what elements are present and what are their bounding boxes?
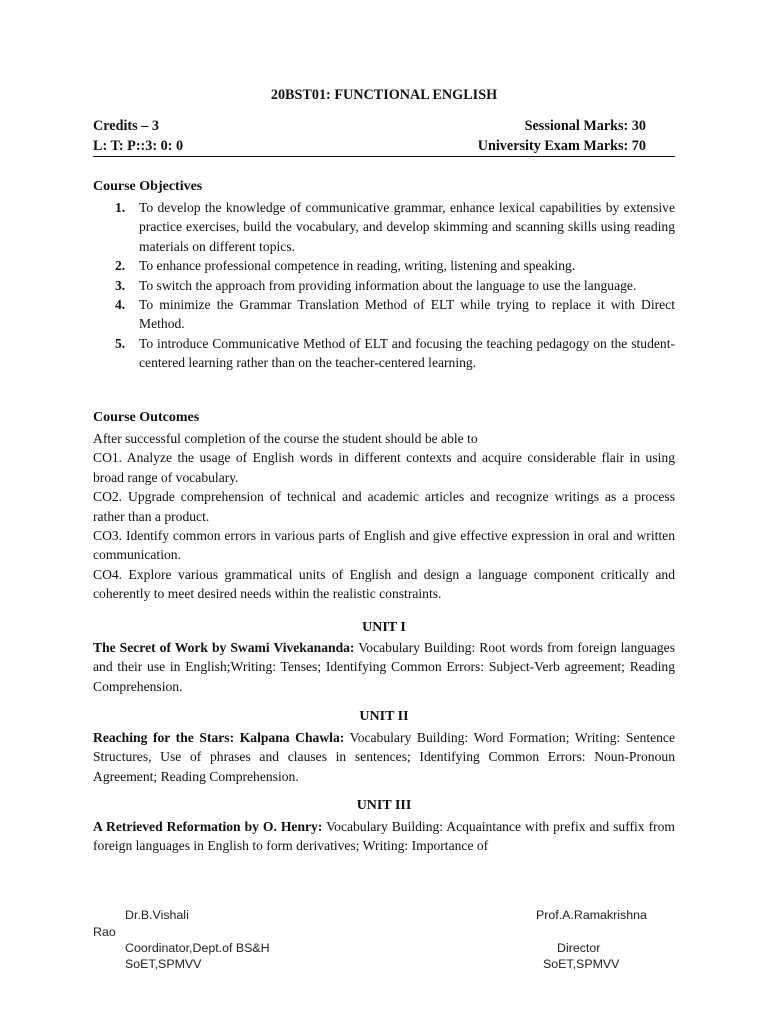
objectives-list [93,198,675,373]
header-divider [93,156,675,157]
unit-2-text: Vocabulary Building: Word Formation; Writing: Sentence Structures, Use of phrases and clauses in sentences; Identifying Common Errors: Noun-Pronoun Agreement; Reading Comprehension. [93,730,675,784]
course-title: 20BST01: FUNCTIONAL ENGLISH [270,87,498,103]
signatory-right-name: Prof.A.Ramakrishna [536,908,647,922]
meta-row-ltp [93,138,646,155]
unit-3-lead: A Retrieved Reformation by O. Henry: [93,819,323,834]
outcome-co1: CO1. Analyze the usage of English words in different contexts and acquire considerable flair in using broad range of vocabulary. [93,450,675,485]
signatory-right-org: SoET,SPMVV [543,957,620,971]
list-item [93,198,675,256]
item-number: 1. [115,200,126,215]
outcomes-intro: After successful completion of the course the student should be able to [93,431,478,446]
objectives-heading: Course Objectives [93,179,203,194]
unit-1-body [93,638,675,696]
item-number: 2. [115,258,126,274]
outcomes-heading: Course Outcomes [93,410,200,425]
list-item [93,256,675,275]
unit-2-body [93,728,675,786]
ltp-label: L: T: P::3: 0: 0 [93,138,184,154]
signatory-right-role: Director [557,941,601,955]
credits-label: Credits – 3 [93,118,159,134]
list-item [93,276,675,295]
item-text: To minimize the Grammar Translation Method of ELT while trying to replace it with Direct Method. [139,297,675,332]
item-number: 4. [115,297,126,313]
signatory-left-role: Coordinator,Dept.of BS&H [125,941,270,955]
list-item [93,295,675,334]
item-text: To enhance professional competence in reading, writing, listening and speaking. [139,258,576,274]
unit-1-lead: The Secret of Work by Swami Vivekananda: [93,640,355,655]
outcome-co2: CO2. Upgrade comprehension of technical and academic articles and recognize writings as a process rather than a product. [93,489,675,524]
outcome-co3: CO3. Identify common errors in various parts of English and give effective expression in oral and written communication. [93,528,675,563]
signatory-left-org: SoET,SPMVV [125,957,202,971]
unit-2-title: UNIT II [359,709,409,724]
item-text: To develop the knowledge of communicative grammar, enhance lexical capabilities by extensive practice exercises, build the vocabulary, and develop skimming and scanning skills using reading materials on different topics. [139,200,675,254]
list-item [93,334,675,373]
item-number: 3. [115,277,126,293]
unit-3-text: Vocabulary Building: Acquaintance with prefix and suffix from foreign languages in English to form derivatives; Writing: Importance of [93,819,675,854]
unit-2-lead: Reaching for the Stars: Kalpana Chawla: [93,730,345,745]
unit-1-title: UNIT I [362,620,406,635]
university-marks-label: University Exam Marks: 70 [477,138,646,154]
item-text: To introduce Communicative Method of ELT and focusing the teaching pedagogy on the student-centered learning rather than on the teacher-centered learning. [139,335,675,371]
sessional-marks-label: Sessional Marks: 30 [524,118,646,134]
outcome-co4: CO4. Explore various grammatical units of English and design a language component critically and coherently to meet desired needs within the realistic constraints. [93,566,675,602]
item-text: To switch the approach from providing information about the language to use the language. [139,277,637,293]
signatory-right-name-wrap: Rao [93,925,116,939]
item-number: 5. [115,335,126,351]
unit-3-title: UNIT III [356,798,412,813]
unit-3-body [93,817,675,856]
unit-1-text: Vocabulary Building: Root words from foreign languages and their use in English;Writing: Tenses; Identifying Common Errors: Subject-Verb agreement; Reading Comprehension. [93,640,675,694]
signatory-left-name: Dr.B.Vishali [125,908,189,922]
outcomes-block [93,429,675,604]
meta-row-credits [93,118,646,135]
